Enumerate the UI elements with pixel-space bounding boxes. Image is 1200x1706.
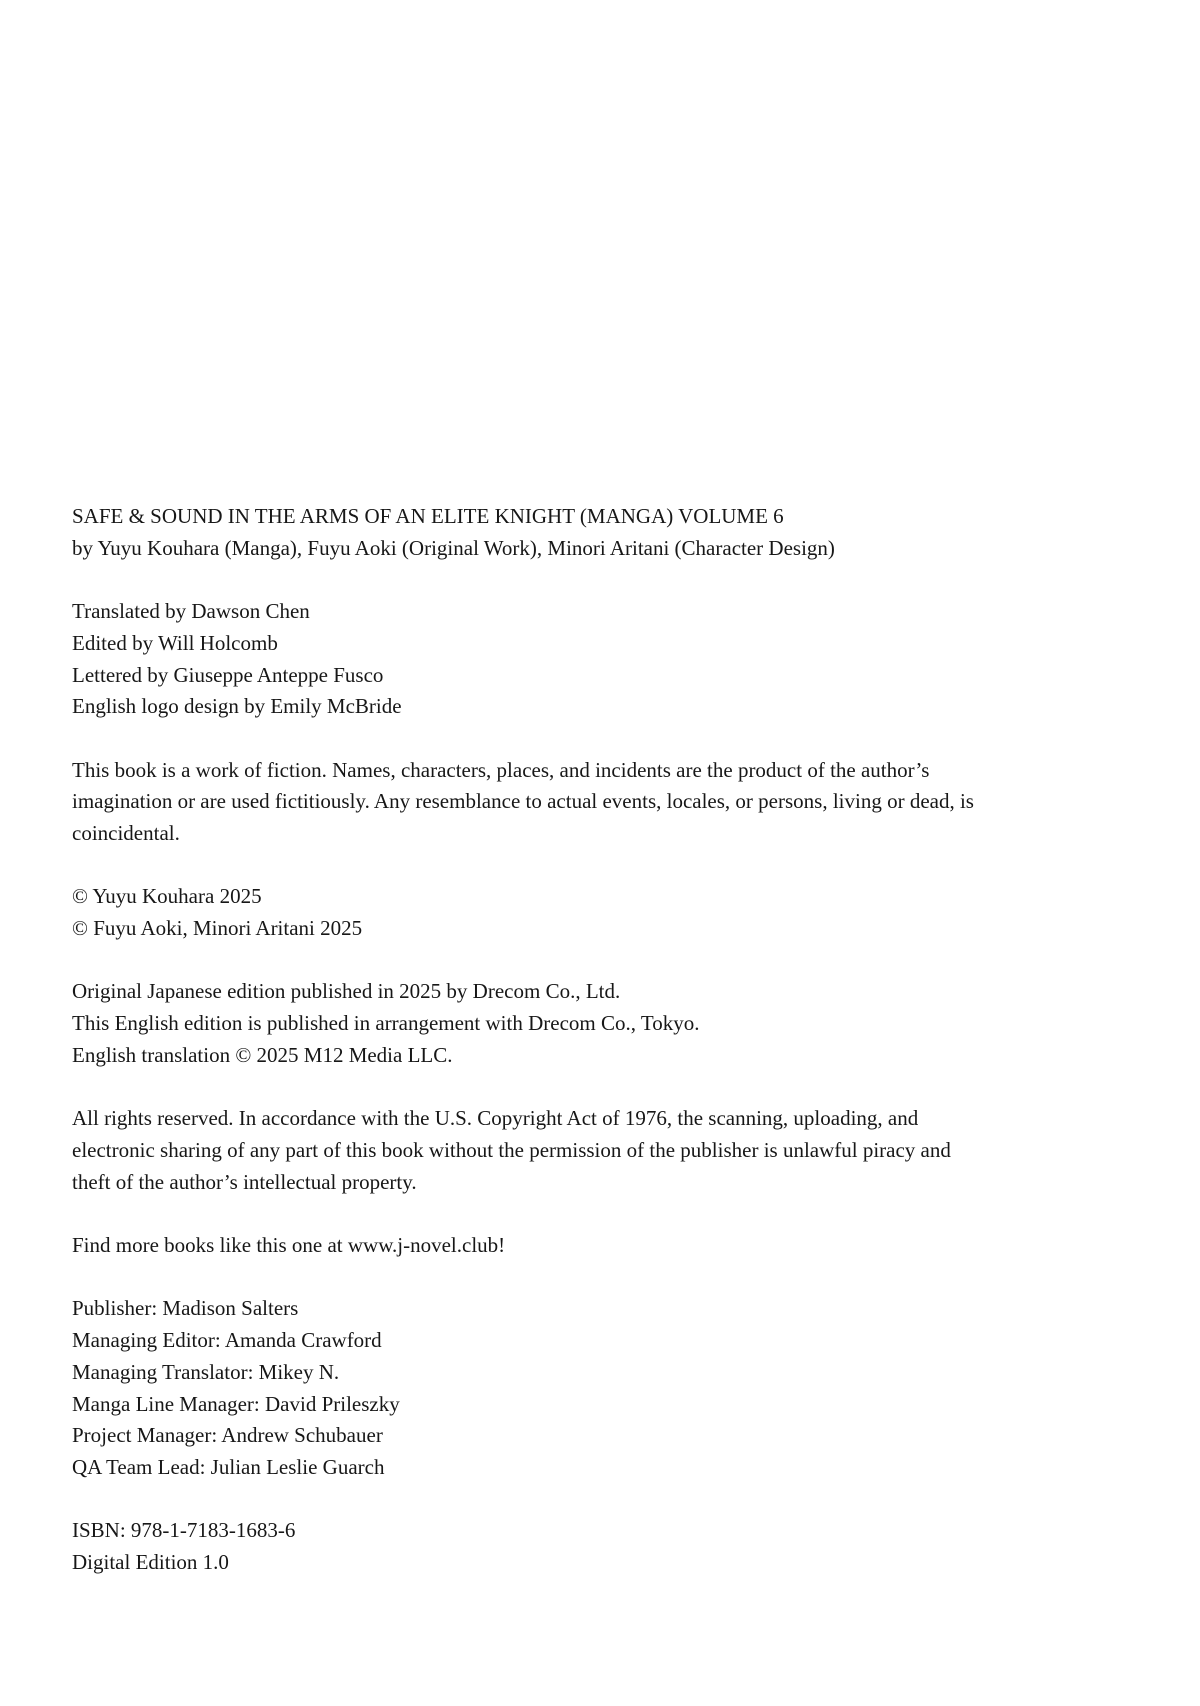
isbn-block: [72, 1515, 977, 1578]
colophon-text-block: [72, 501, 977, 1579]
credit-translator: Translated by Dawson Chen: [72, 599, 310, 624]
edition-note-translation: English translation © 2025 M12 Media LLC.: [72, 1042, 453, 1067]
staff-block: [72, 1293, 977, 1483]
rights-notice: All rights reserved. In accordance with the U.S. Copyright Act of 1976, the scanning, uploading, and electronic sharing of any part of this book without the permission of the publisher is unlawful piracy and theft of the author’s intellectual property.: [72, 1106, 951, 1194]
edition-notes-block: [72, 976, 977, 1071]
edition-note-japanese: Original Japanese edition published in 2025 by Drecom Co., Ltd.: [72, 979, 621, 1004]
copyright-block: [72, 881, 977, 944]
edition-note-english: This English edition is published in arrangement with Drecom Co., Tokyo.: [72, 1011, 700, 1036]
staff-project-manager: Project Manager: Andrew Schubauer: [72, 1423, 383, 1448]
promo-line: Find more books like this one at www.j-novel.club!: [72, 1233, 506, 1258]
isbn-line: ISBN: 978-1-7183-1683-6: [72, 1518, 296, 1543]
fiction-disclaimer: This book is a work of fiction. Names, characters, places, and incidents are the product of the author’s imagination or are used fictitiously. Any resemblance to actual events, locales, or persons, living or dead, is coincidental.: [72, 757, 974, 845]
copyright-manga-author: © Yuyu Kouhara 2025: [72, 884, 262, 909]
staff-publisher: Publisher: Madison Salters: [72, 1296, 299, 1321]
staff-qa-team-lead: QA Team Lead: Julian Leslie Guarch: [72, 1454, 385, 1479]
book-byline: by Yuyu Kouhara (Manga), Fuyu Aoki (Original Work), Minori Aritani (Character Design): [72, 535, 835, 560]
credit-letterer: Lettered by Giuseppe Anteppe Fusco: [72, 662, 384, 687]
credits-block: [72, 596, 977, 723]
staff-managing-editor: Managing Editor: Amanda Crawford: [72, 1328, 382, 1353]
staff-manga-line-manager: Manga Line Manager: David Prileszky: [72, 1391, 400, 1416]
edition-version-line: Digital Edition 1.0: [72, 1550, 229, 1575]
book-title: SAFE & SOUND IN THE ARMS OF AN ELITE KNIGHT (MANGA) VOLUME 6: [72, 504, 784, 528]
staff-managing-translator: Managing Translator: Mikey N.: [72, 1359, 340, 1384]
credit-logo-designer: English logo design by Emily McBride: [72, 694, 402, 719]
copyright-original-authors: © Fuyu Aoki, Minori Aritani 2025: [72, 916, 363, 941]
credit-editor: Edited by Will Holcomb: [72, 630, 278, 655]
title-block: [72, 501, 977, 564]
